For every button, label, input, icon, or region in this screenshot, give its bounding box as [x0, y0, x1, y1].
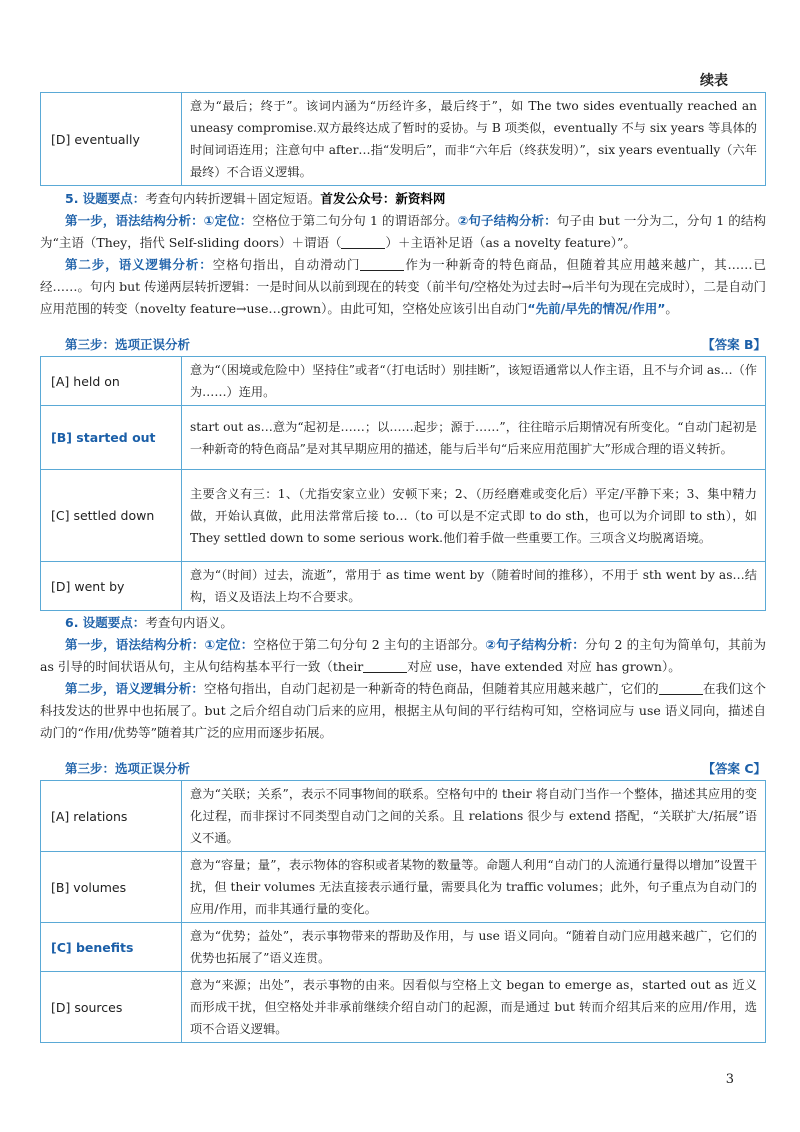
step3-heading: 第三步：选项正误分析 — [65, 761, 191, 776]
option-explanation: start out as…意为“起初是……；以……起步；源于……”，往往暗示后期情况有所变化。“自动门起初是一种新奇的特色商品”是对其早期应用的描述，能与后半句“后来应用范围扩大”形成合理的语义转折。 — [182, 406, 766, 470]
answer-badge: 【答案 C】 — [702, 761, 766, 776]
option-label-correct: [B] started out — [41, 406, 182, 470]
step2-heading: 第二步，语义逻辑分析： — [65, 681, 204, 696]
q6-title — [40, 612, 766, 634]
table-row — [41, 470, 766, 562]
blank-line — [659, 680, 703, 695]
step2-text-a: 空格句指出，自动滑动门 — [212, 257, 361, 272]
watermark-text: 首发公众号：新资料网 — [320, 191, 446, 206]
q5-title — [40, 188, 766, 210]
option-label: [B] volumes — [41, 852, 182, 923]
step1-heading: 第一步，语法结构分析：①定位： — [65, 637, 254, 652]
q6-step1 — [40, 634, 766, 678]
options-table-q5 — [40, 356, 766, 611]
option-label: [C] settled down — [41, 470, 182, 562]
q6-title-label: 6. 设题要点： — [65, 615, 146, 630]
q6-analysis — [40, 612, 766, 744]
step1-text-b: 句子由 but 一分为二，分句 1 的结构为“主语（They，指代 Self-sliding doors）＋谓语（ — [40, 213, 766, 250]
table-row — [41, 357, 766, 406]
step2-end: 。 — [665, 301, 678, 316]
table-row — [41, 781, 766, 852]
q5-analysis — [40, 188, 766, 320]
step1-heading-2: ②句子结构分析： — [485, 637, 585, 652]
page-number: 3 — [725, 1072, 734, 1087]
step2-bold: “先前/早先的情况/作用” — [527, 301, 666, 316]
option-explanation: 意为“（时间）过去，流逝”，常用于 as time went by（随着时间的推移），不用于 sth went by as…结构，语义及语法上均不合要求。 — [182, 562, 766, 611]
blank-line — [363, 658, 407, 673]
step2-text-a: 空格句指出，自动门起初是一种新奇的特色商品，但随着其应用越来越广，它们的 — [203, 681, 659, 696]
blank-line — [360, 256, 404, 271]
table-row — [41, 93, 766, 186]
step1-text-c: 对应 use，have extended 对应 has grown）。 — [407, 659, 681, 674]
answer-badge: 【答案 B】 — [702, 337, 766, 352]
q5-step1 — [40, 210, 766, 254]
option-explanation: 主要含义有三：1、（尤指安家立业）安顿下来；2、（历经磨难或变化后）平定/平静下来；3、集中精力做，开始认真做，此用法常常后接 to…（to 可以是不定式即 to do sth，也可以为介词即 to sth），如 They settled down to some serious work.他们着手做一些重要工作。三项含义均脱离语境。 — [182, 470, 766, 562]
step1-text-a: 空格位于第二句分句 1 的谓语部分。 — [252, 213, 458, 228]
option-explanation: 意为“优势；益处”，表示事物带来的帮助及作用，与 use 语义同向。“随着自动门应用越来越广，它们的优势也拓展了”语义连贯。 — [182, 923, 766, 972]
q6-title-text: 考查句内语义。 — [145, 615, 233, 630]
table-row — [41, 406, 766, 470]
options-table-q6 — [40, 780, 766, 1043]
option-explanation: 意为“（困境或危险中）坚持住”或者“（打电话时）别挂断”，该短语通常以人作主语，且不与介词 as…（作为……）连用。 — [182, 357, 766, 406]
option-label: [A] relations — [41, 781, 182, 852]
step1-text-a: 空格位于第二句分句 2 主句的主语部分。 — [253, 637, 486, 652]
q6-step3-bar — [40, 757, 766, 779]
q5-title-text: 考查句内转折逻辑＋固定短语。 — [145, 191, 321, 206]
table-row — [41, 972, 766, 1043]
table-row — [41, 852, 766, 923]
table-row — [41, 562, 766, 611]
step2-text-b: 作为一种新奇的特色商品，但随着其应用越来越广，其……已经……。句内 but 传递两层转折逻辑：一是时间从以前到现在的转变（前半句/空格处为过去时→后半句为现在完成时），二是自动门应用范围的转变（novelty feature→use…grown）。由此可知，空格处应该引出自动门 — [40, 257, 766, 316]
option-label: [A] held on — [41, 357, 182, 406]
step1-text-c: ）＋主语补足语（as a novelty feature）”。 — [385, 235, 636, 250]
option-label: [D] went by — [41, 562, 182, 611]
step2-text-b: 在我们这个科技发达的世界中也拓展了。but 之后介绍自动门后来的应用，根据主从句间的平行结构可知，空格词应与 use 语义同向，描述自动门的“作用/优势等”随着其广泛的应用而逐步拓展。 — [40, 681, 766, 740]
q6-step2 — [40, 678, 766, 744]
option-label: [D] sources — [41, 972, 182, 1043]
step1-heading: 第一步，语法结构分析：①定位： — [65, 213, 253, 228]
step3-heading: 第三步：选项正误分析 — [65, 337, 191, 352]
options-table-q4-continued — [40, 92, 766, 186]
option-explanation: 意为“关联；关系”，表示不同事物间的联系。空格句中的 their 将自动门当作一个整体，描述其应用的变化过程，而非探讨不同类型自动门之间的关系。且 relations 很少与 extend 搭配，“关联扩大/拓展”语义不通。 — [182, 781, 766, 852]
step2-heading: 第二步，语义逻辑分析： — [65, 257, 213, 272]
option-explanation: 意为“最后；终于”。该词内涵为“历经许多，最后终于”，如 The two sides eventually reached an uneasy compromise.双方最终达成了暂时的妥协。与 B 项类似，eventually 不与 six years 等具体的时间词语连用；注意句中 after…指“发明后”，而非“六年后（终获发明）”，six years eventually（六年最终）不合语义逻辑。 — [182, 93, 766, 186]
step1-heading-2: ②句子结构分析： — [457, 213, 557, 228]
option-label-correct: [C] benefits — [41, 923, 182, 972]
blank-line — [341, 234, 385, 249]
q5-title-label: 5. 设题要点： — [65, 191, 146, 206]
step1-text-b: 分句 2 的主句为简单句，其前为 as 引导的时间状语从句，主从句结构基本平行一致（their — [40, 637, 766, 674]
table-row — [41, 923, 766, 972]
option-explanation: 意为“容量；量”，表示物体的容积或者某物的数量等。命题人利用“自动门的人流通行量得以增加”设置干扰，但 their volumes 无法直接表示通行量，需要具化为 traffic volumes；此外，句子重点为自动门的应用/作用，而非其通行量的变化。 — [182, 852, 766, 923]
continued-label: 续表 — [700, 73, 728, 89]
q5-step3-bar — [40, 333, 766, 355]
q5-step2 — [40, 254, 766, 320]
option-label: [D] eventually — [41, 93, 182, 186]
option-explanation: 意为“来源；出处”，表示事物的由来。因看似与空格上文 began to emerge as，started out as 近义而形成干扰，但空格处并非承前继续介绍自动门的起源，而是通过 but 转而介绍其后来的应用/作用，选项不合语义逻辑。 — [182, 972, 766, 1043]
